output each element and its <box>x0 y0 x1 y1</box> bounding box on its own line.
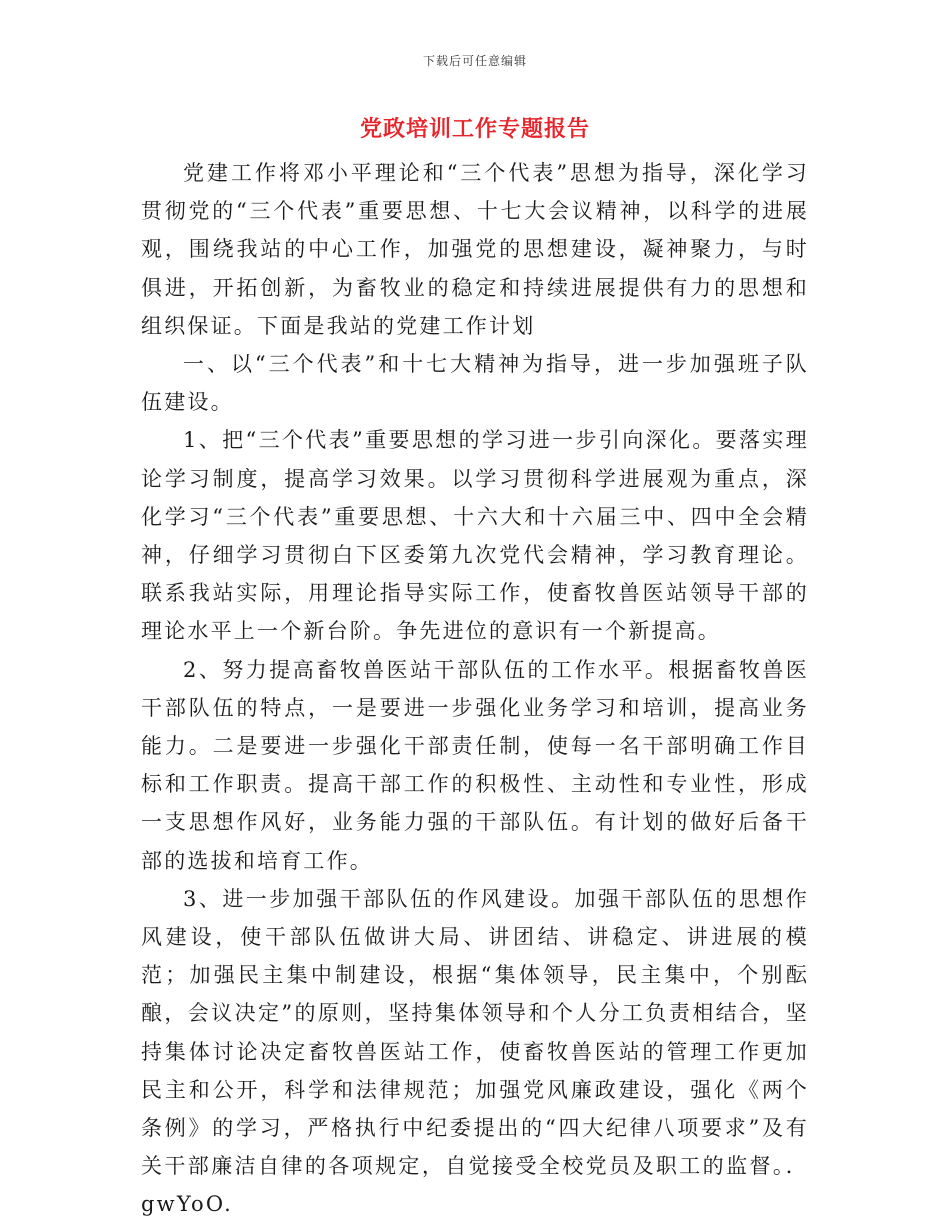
document-title: 党政培训工作专题报告 <box>359 116 590 142</box>
paragraph-section-heading: 一、以“三个代表”和十七大精神为指导，进一步加强班子队伍建设。 <box>141 352 809 415</box>
paragraph-item-1: 1、把“三个代表”重要思想的学习进一步引向深化。要落实理论学习制度，提高学习效果。以学习贯彻科学进展观为重点，深化学习“三个代表”重要思想、十六大和十六届三中、四中全会精神，仔细学习贯彻白下区委第九次党代会精神，学习教育理论。联系我站实际，用理论指导实际工作，使畜牧兽医站领导干部的理论水平上一个新台阶。争先进位的意识有一个新提高。 <box>141 428 809 644</box>
paragraph-item-2: 2、努力提高畜牧兽医站干部队伍的工作水平。根据畜牧兽医干部队伍的特点，一是要进一步强化业务学习和培训，提高业务能力。二是要进一步强化干部责任制，使每一名干部明确工作目标和工作职责。提高干部工作的积极性、主动性和专业性，形成一支思想作风好，业务能力强的干部队伍。有计划的做好后备干部的选拔和培育工作。 <box>141 657 809 873</box>
paragraph-intro: 党建工作将邓小平理论和“三个代表”思想为指导，深化学习贯彻党的“三个代表”重要思想、十七大会议精神，以科学的进展观，围绕我站的中心工作，加强党的思想建设，凝神聚力，与时俱进，开拓创新，为畜牧业的稳定和持续进展提供有力的思想和组织保证。下面是我站的党建工作计划 <box>141 161 809 338</box>
paragraph-item-3: 3、进一步加强干部队伍的作风建设。加强干部队伍的思想作风建设，使干部队伍做讲大局、讲团结、讲稳定、讲进展的模范；加强民主集中制建设，根据“集体领导，民主集中，个别酝酿，会议决定”的原则，坚持集体领导和个人分工负责相结合，坚持集体讨论决定畜牧兽医站工作，使畜牧兽医站的管理工作更加民主和公开，科学和法律规范；加强党风廉政建设，强化《两个条例》的学习，严格执行中纪委提出的“四大纪律八项要求”及有关干部廉洁自律的各项规定，自觉接受全校党员及职工的监督。．gwYoO. <box>141 886 809 1217</box>
header-note: 下载后可任意编辑 <box>422 54 527 68</box>
document-body <box>141 154 809 1224</box>
